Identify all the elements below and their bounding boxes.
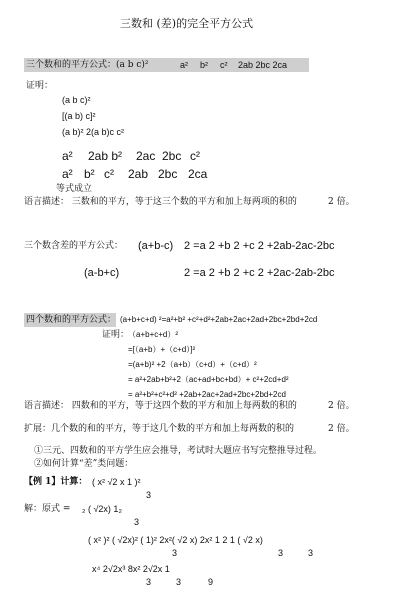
established-note: 等式成立	[56, 184, 93, 194]
example-denominator: 3	[146, 490, 152, 500]
sec3-heading: 四个数和的平方公式：	[26, 315, 117, 325]
extension-note: 扩展：几个数的和的平方，等于这几个数的平方和加上每两数的积的	[24, 424, 295, 434]
result-term: c²	[190, 149, 200, 163]
result-term: 2bc	[162, 149, 182, 163]
sec1-description: 语言描述： 三数和的平方，等于这三个数的平方和加上每两项的积的	[24, 197, 297, 207]
extension-note-end: 2 倍。	[328, 424, 355, 434]
proof-line: (a b c)²	[62, 95, 91, 105]
formula1-rhs: 2 =a 2 +b 2 +c 2 +2ab-2ac-2bc	[184, 240, 335, 252]
result-term: a²	[62, 167, 73, 181]
result-term: 2ac	[136, 149, 156, 163]
expansion-denominator: 3	[308, 548, 314, 558]
sec1-term-cross: 2ab 2bc 2ca	[238, 60, 288, 70]
proof-step: =(a+b)² +2（a+b）（c+d）+（c+d）²	[128, 360, 257, 369]
sec3-proof-label: 证明：	[102, 330, 130, 340]
proof-line: [(a b) c]²	[62, 111, 96, 121]
result-term: c²	[104, 167, 114, 181]
proof-step: =[（a+b）+（c+d）]²	[128, 345, 196, 354]
solution-label: 解：原式 =	[24, 504, 71, 514]
result-term: 2ab b²	[88, 149, 123, 163]
sec3-heading-formula: (a+b+c+d) ²=a²+b² +c²+d²+2ab+2ac+2ad+2bc+2bd+2cd	[120, 315, 318, 324]
proof-step: = a²+b²+c²+d² +2ab+2ac+2ad+2bc+2bd+2cd	[128, 390, 286, 399]
sec1-term-a2: a²	[180, 60, 189, 70]
final-denominator: 3	[146, 577, 152, 587]
result-term: b²	[84, 167, 95, 181]
proof-line: (a b)² 2(a b)c c²	[62, 127, 125, 137]
expansion-line: ( x² )² ( √2x)² ( 1)² 2x²( √2 x) 2x² 1 2 1 ( √2 x)	[88, 535, 263, 545]
note-line: ②如何计算“差”类问题：	[34, 459, 134, 469]
sec3-description: 语言描述： 四数和的平方，等于这四个数的平方和加上每两数的积的	[24, 401, 297, 411]
result-term: 2ca	[188, 167, 208, 181]
formula1-lhs: (a+b-c)	[138, 240, 174, 252]
page-title: 三数和 (差)的完全平方公式	[120, 17, 254, 30]
proof-step: = a²+2ab+b²+2（ac+ad+bc+bd）+ c²+2cd+d²	[128, 375, 289, 384]
proof-step: （a+b+c+d）²	[128, 330, 179, 339]
expansion-denominator: 3	[172, 548, 178, 558]
final-line: x⁴ 2√2x³ 8x² 2√2x 1	[92, 564, 170, 574]
final-denominator: 9	[208, 577, 214, 587]
example-label: 【例 1】计算：	[24, 477, 88, 487]
example-expression: ( x² √2 x 1 )²	[92, 477, 141, 487]
solution-denominator: 3	[134, 517, 140, 527]
result-term: 2ab	[128, 167, 149, 181]
sec3-description-end: 2 倍。	[328, 401, 355, 411]
sec1-term-b2: b²	[200, 60, 209, 70]
result-term: 2bc	[158, 167, 178, 181]
proof-label: 证明：	[26, 81, 54, 91]
expansion-denominator: 3	[278, 548, 284, 558]
solution-expression: ₂ ( √2x) 1₂	[82, 504, 122, 514]
formula2-lhs: (a-b+c)	[84, 267, 120, 279]
sec1-description-end: 2 倍。	[328, 197, 355, 207]
sec1-term-c2: c²	[220, 60, 228, 70]
result-term: a²	[62, 149, 73, 163]
sec2-heading: 三个数含差的平方公式：	[24, 241, 124, 251]
sec1-heading: 三个数和的平方公式：(a b c)²	[26, 60, 149, 70]
final-denominator: 3	[176, 577, 182, 587]
note-line: ①三元、四数和的平方学生应会推导，考试时大题应书写完整推导过程。	[34, 446, 323, 456]
formula2-rhs: 2 =a 2 +b 2 +c 2 +2ac-2ab-2bc	[184, 267, 335, 279]
